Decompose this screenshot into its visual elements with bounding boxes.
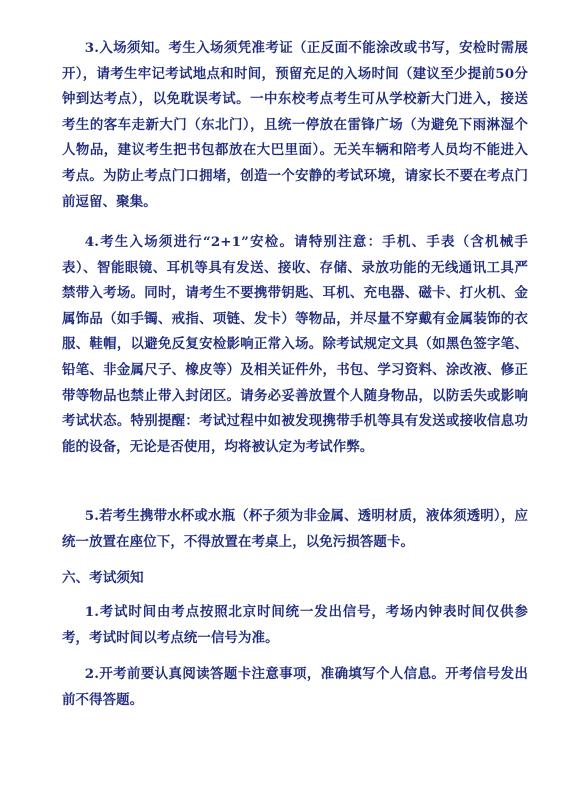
paragraph-entry-notice: 3.入场须知。考生入场须凭准考证（正反面不能涂改或书写，安检时需展开），请考生牢记考试地点和时间，预留充足的入场时间（建议至少提前50分钟到达考点），以免耽误考试。一中东校考点考生可从学校新大门进入，接送考生的客车走新大门（东北门），且统一停放在雷锋广场（为避免下雨淋湿个人物品，建议考生把书包都放在大巴里面）。无关车辆和陪考人员均不能进入考点。为防止考点门口拥堵，创造一个安静的考试环境，请家长不要在考点门前逗留、聚集。 bbox=[62, 40, 528, 210]
paragraph-security-check: 4.考生入场须进行“2+1”安检。请特别注意：手机、手表（含机械手表）、智能眼镜、耳机等具有发送、接收、存储、录放功能的无线通讯工具严禁带入考场。同时，请考生不要携带钥匙、耳机、充电器、磁卡、打火机、金属饰品（如手镯、戒指、项链、发卡）等物品，并尽量不穿戴有金属装饰的衣服、鞋帽，以避免反复安检影响正常入场。除考试规定文具（如黑色签字笔、铅笔、非金属尺子、橡皮等）及相关证件外，书包、学习资料、涂改液、修正带等物品也禁止带入封闭区。请务必妥善放置个人随身物品，以防丢失或影响考试状态。特别提醒：考试过程中如被发现携带手机等具有发送或接收信息功能的设备，无论是否使用，均将被认定为考试作弊。 bbox=[62, 234, 528, 455]
paragraph-water-bottle: 5.若考生携带水杯或水瓶（杯子须为非金属、透明材质，液体须透明），应统一放置在座位下，不得放置在考桌上，以免污损答题卡。 bbox=[62, 508, 528, 550]
section-heading-exam-notice: 六、考试须知 bbox=[62, 570, 144, 586]
paragraph-answer-sheet: 2.开考前要认真阅读答题卡注意事项，准确填写个人信息。开考信号发出前不得答题。 bbox=[62, 666, 528, 708]
paragraph-exam-time: 1.考试时间由考点按照北京时间统一发出信号，考场内钟表时间仅供参考，考试时间以考点统一信号为准。 bbox=[62, 604, 528, 646]
